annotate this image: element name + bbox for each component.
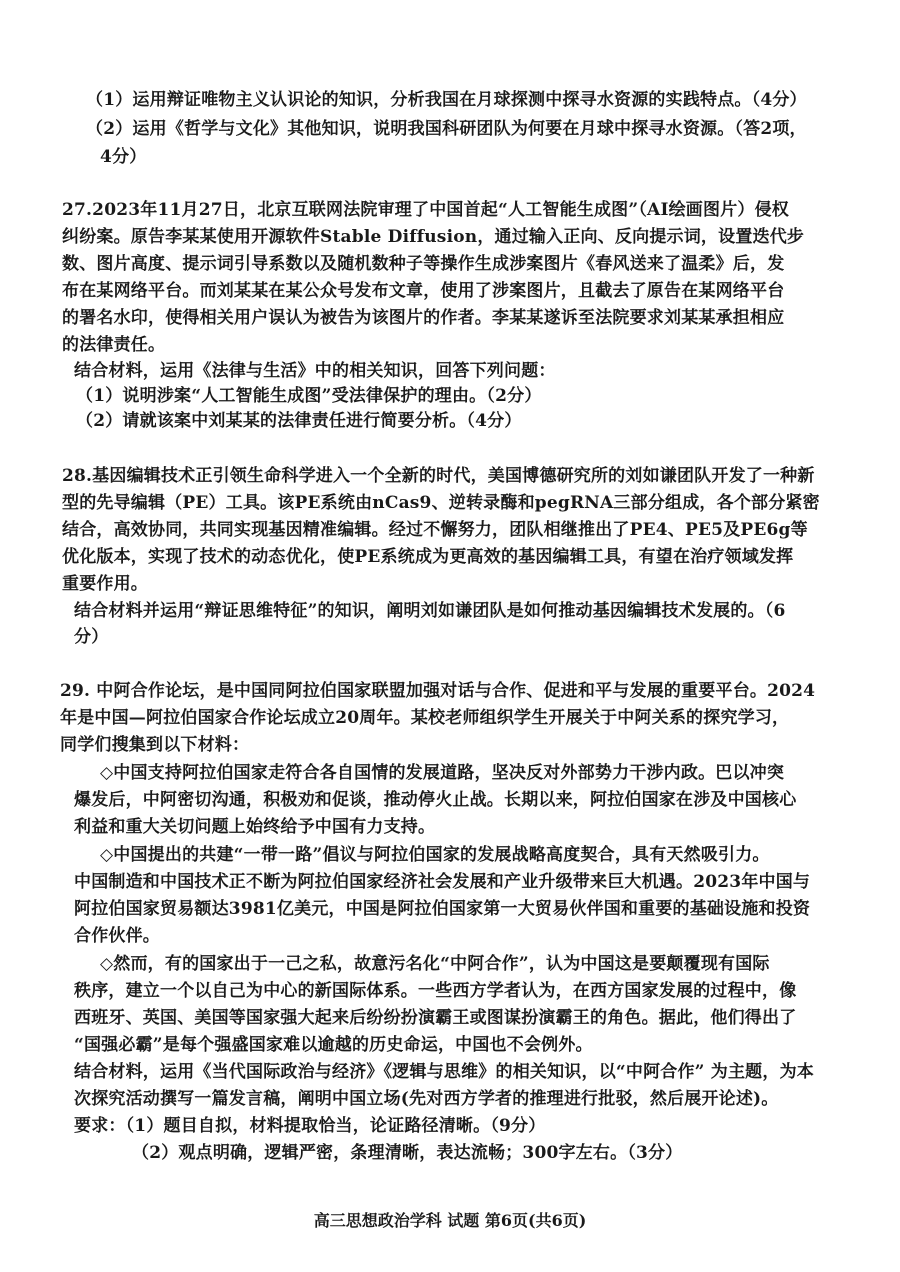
q27-sub1: （1）说明涉案“人工智能生成图”受法律保护的理由。（2分）: [76, 386, 542, 406]
q26-sub1: （1）运用辩证唯物主义认识论的知识，分析我国在月球探测中探寻水资源的实践特点。（4分）: [86, 90, 807, 110]
q27-stem: 的署名水印，使得相关用户误认为被告为该图片的作者。李某某遂诉至法院要求刘某某承担相应: [62, 308, 785, 328]
q28-instruction: 结合材料并运用“辩证思维特征”的知识，阐明刘如谦团队是如何推动基因编辑技术发展的。（6: [74, 601, 786, 621]
q27-stem: 的法律责任。: [62, 335, 166, 355]
q28-stem: 28.基因编辑技术正引领生命科学进入一个全新的时代，美国博德研究所的刘如谦团队开发了一种新: [62, 466, 815, 486]
q28-stem: 重要作用。: [62, 574, 148, 594]
q29-requirement-1: 要求：（1）题目自拟，材料提取恰当，论证路径清晰。（9分）: [74, 1116, 546, 1136]
q29-requirement-2: （2）观点明确，逻辑严密，条理清晰，表达流畅；300字左右。（3分）: [132, 1143, 683, 1163]
q27-stem: 布在某网络平台。而刘某某在某公众号发布文章，使用了涉案图片，且截去了原告在某网络平台: [62, 281, 785, 301]
q26-sub2: （2）运用《哲学与文化》其他知识，说明我国科研团队为何要在月球中探寻水资源。（答2项，: [86, 119, 807, 139]
q29-material-2: 中国制造和中国技术正不断为阿拉伯国家经济社会发展和产业升级带来巨大机遇。2023年中国与: [74, 872, 811, 892]
q29-material-1: ◇中国支持阿拉伯国家走符合各自国情的发展道路，坚决反对外部势力干涉内政。巴以冲突: [100, 763, 785, 783]
page-footer: 高三思想政治学科 试题 第6页(共6页): [313, 1211, 587, 1230]
q29-material-3: ◇然而，有的国家出于一己之私，故意污名化“中阿合作”，认为中国这是要颠覆现有国际: [100, 954, 770, 974]
q29-stem: 29. 中阿合作论坛，是中国同阿拉伯国家联盟加强对话与合作、促进和平与发展的重要平台。2024: [60, 681, 816, 701]
q29-material-2: ◇中国提出的共建“一带一路”倡议与阿拉伯国家的发展战略高度契合，具有天然吸引力。: [100, 845, 770, 865]
q27-instruction: 结合材料，运用《法律与生活》中的相关知识，回答下列问题：: [74, 361, 556, 381]
q29-stem: 年是中国—阿拉伯国家合作论坛成立20周年。某校老师组织学生开展关于中阿关系的探究学习，: [60, 708, 790, 728]
q29-material-2: 合作伙伴。: [74, 926, 160, 946]
q27-stem: 纠纷案。原告李某某使用开源软件Stable Diffusion，通过输入正向、反向提示词，设置迭代步: [62, 227, 805, 247]
q29-material-1: 利益和重大关切问题上始终给予中国有力支持。: [74, 817, 436, 837]
q29-material-2: 阿拉伯国家贸易额达3981亿美元，中国是阿拉伯国家第一大贸易伙伴国和重要的基础设施和投资: [74, 899, 811, 919]
q29-stem: 同学们搜集到以下材料：: [60, 735, 250, 755]
q29-material-3: 西班牙、英国、美国等国家强大起来后纷纷扮演霸王或图谋扮演霸王的角色。据此，他们得出了: [74, 1008, 797, 1028]
q28-stem: 结合，高效协同，共同实现基因精准编辑。经过不懈努力，团队相继推出了PE4、PE5及PE6g等: [62, 520, 808, 540]
q28-instruction-cont: 分）: [74, 627, 109, 647]
q29-material-1: 爆发后，中阿密切沟通，积极劝和促谈，推动停火止战。长期以来，阿拉伯国家在涉及中国核心: [74, 790, 797, 810]
q29-material-3: 秩序，建立一个以自己为中心的新国际体系。一些西方学者认为，在西方国家发展的过程中，像: [74, 981, 797, 1001]
q29-task: 结合材料，运用《当代国际政治与经济》《逻辑与思维》的相关知识，以“中阿合作” 为主题，为本: [74, 1062, 814, 1082]
q29-material-3: “国强必霸”是每个强盛国家难以逾越的历史命运，中国也不会例外。: [74, 1035, 593, 1055]
q28-stem: 优化版本，实现了技术的动态优化，使PE系统成为更高效的基因编辑工具，有望在治疗领域发挥: [62, 547, 794, 567]
q29-task: 次探究活动撰写一篇发言稿，阐明中国立场(先对西方学者的推理进行批驳，然后展开论述)。: [74, 1089, 779, 1109]
q27-stem: 27.2023年11月27日，北京互联网法院审理了中国首起“人工智能生成图”（AI绘画图片）侵权: [62, 200, 790, 220]
q27-sub2: （2）请就该案中刘某某的法律责任进行简要分析。（4分）: [76, 411, 522, 431]
q27-stem: 数、图片高度、提示词引导系数以及随机数种子等操作生成涉案图片《春风送来了温柔》后，发: [62, 254, 785, 274]
q28-stem: 型的先导编辑（PE）工具。该PE系统由nCas9、逆转录酶和pegRNA三部分组成，各个部分紧密: [62, 493, 820, 513]
q26-sub2-cont: 4分）: [100, 147, 147, 167]
